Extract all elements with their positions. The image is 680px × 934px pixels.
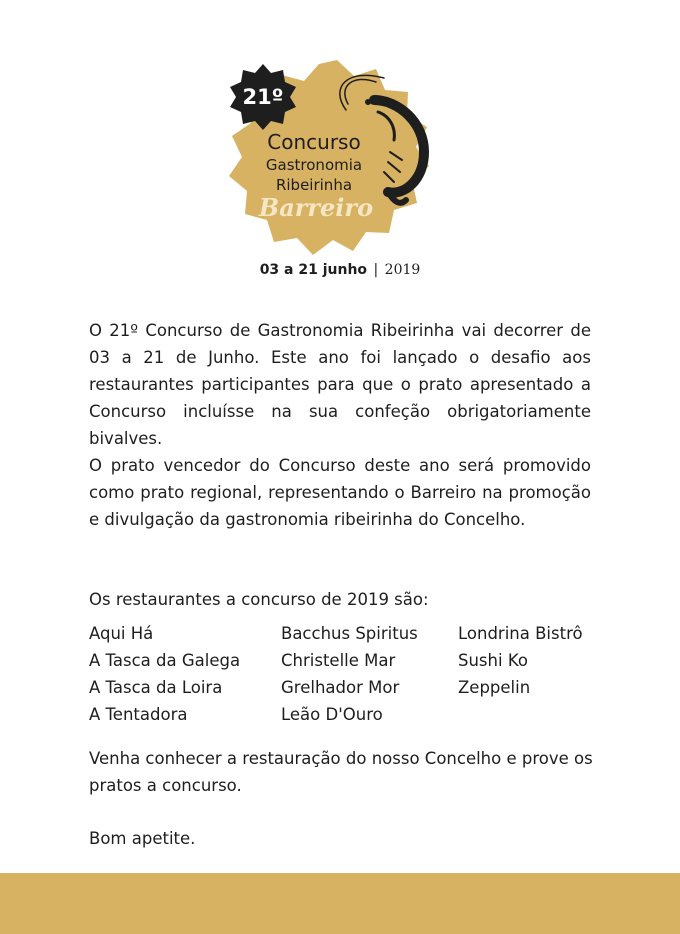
logo-line-barreiro: Barreiro	[258, 193, 374, 222]
restaurant-name: Aqui Há	[89, 624, 154, 643]
event-dates	[0, 262, 680, 278]
restaurant-name: A Tasca da Galega	[89, 651, 241, 670]
date-separator: |	[373, 262, 379, 278]
description	[89, 317, 591, 533]
logo-line-concurso: Concurso	[267, 130, 361, 154]
date-range: 03 a 21 junho	[259, 262, 368, 278]
restaurant-name: Leão D'Ouro	[281, 705, 383, 724]
restaurant-name: Zeppelin	[458, 678, 531, 697]
restaurant-column-1	[89, 620, 240, 728]
restaurant-name: A Tasca da Loira	[89, 678, 223, 697]
footer-band	[0, 873, 680, 934]
paragraph-intro: O 21º Concurso de Gastronomia Ribeirinha vai decorrer de 03 a 21 de Junho. Este ano foi lançado o desafio aos restaurantes participantes para que o prato apresentado a Concurso incluísse na sua confeção obrigatoriamente bivalves.	[89, 321, 591, 448]
closing-text: Venha conhecer a restauração do nosso Concelho e prove os pratos a concurso.	[89, 749, 593, 795]
restaurant-name: Grelhador Mor	[281, 678, 400, 697]
logo-line-ribeirinha: Ribeirinha	[275, 176, 353, 194]
restaurant-name: Bacchus Spiritus	[281, 624, 418, 643]
restaurant-name: Sushi Ko	[458, 651, 528, 670]
restaurant-name: A Tentadora	[89, 705, 188, 724]
date-year: 2019	[384, 262, 421, 278]
event-logo	[218, 56, 448, 262]
restaurant-column-2	[281, 620, 418, 728]
paragraph-winner: O prato vencedor do Concurso deste ano será promovido como prato regional, representando o Barreiro na promoção e divulgação da gastronomia ribeirinha do Concelho.	[89, 456, 591, 529]
logo-line-gastronomia: Gastronomia	[265, 156, 363, 174]
restaurant-name: Christelle Mar	[281, 651, 396, 670]
signoff: Bom apetite.	[89, 829, 196, 848]
edition-number: 21º	[242, 85, 284, 109]
restaurant-name: Londrina Bistrô	[458, 624, 583, 643]
restaurant-column-3	[458, 620, 583, 701]
restaurants-intro: Os restaurantes a concurso de 2019 são:	[89, 590, 429, 609]
